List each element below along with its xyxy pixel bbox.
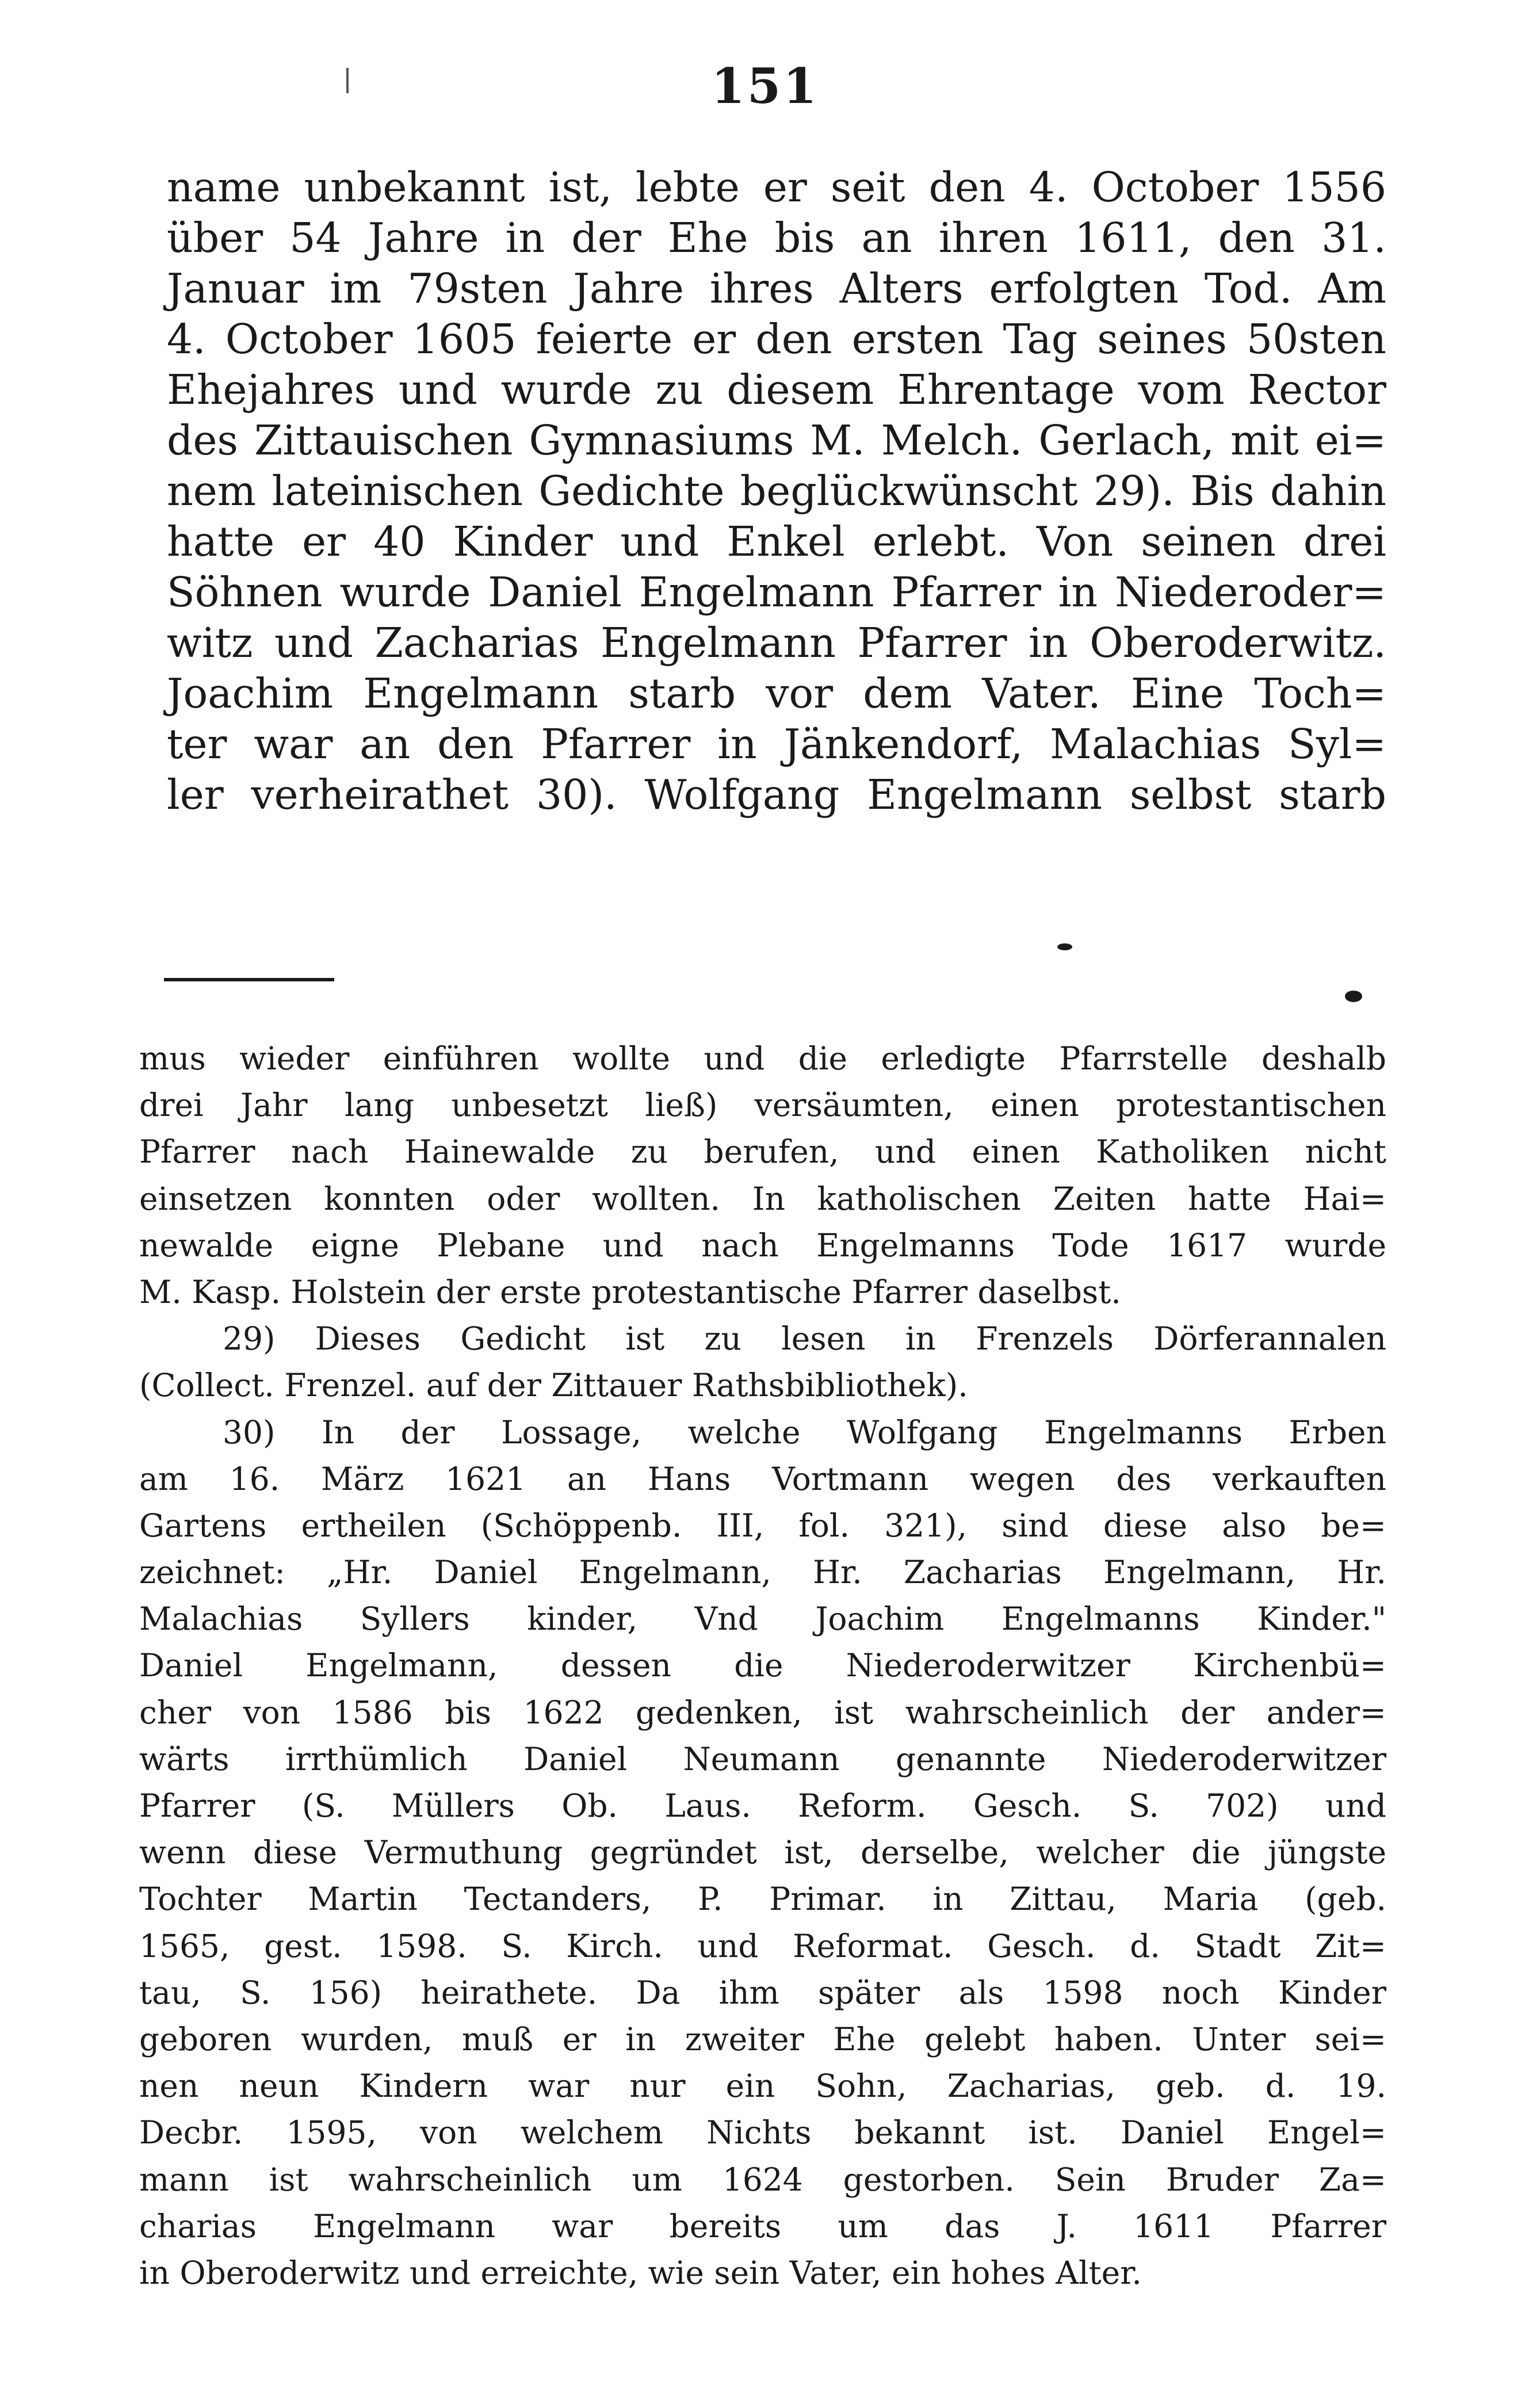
body-line: nem lateinischen Gedichte beglückwünscht 29). Bis dahin bbox=[167, 467, 1386, 515]
body-line: witz und Zacharias Engelmann Pfarrer in Oberoderwitz. bbox=[167, 619, 1386, 667]
footnote-30-line: geboren wurden, muß er in zweiter Ehe gelebt haben. Unter sei= bbox=[139, 2020, 1386, 2058]
footnote-line: drei Jahr lang unbesetzt ließ) versäumten, einen protestantischen bbox=[139, 1087, 1386, 1124]
ink-blot bbox=[1345, 991, 1362, 1002]
body-line: über 54 Jahre in der Ehe bis an ihren 1611, den 31. bbox=[167, 214, 1386, 262]
margin-tick-mark bbox=[346, 68, 349, 93]
footnote-30-line: in Oberoderwitz und erreichte, wie sein Vater, ein hohes Alter. bbox=[139, 2254, 1142, 2291]
footnote-30-line: 30) In der Lossage, welche Wolfgang Engelmanns Erben bbox=[223, 1413, 1386, 1451]
footnote-29-line: 29) Dieses Gedicht ist zu lesen in Frenzels Dörferannalen bbox=[223, 1320, 1386, 1358]
body-line: Ehejahres und wurde zu diesem Ehrentage vom Rector bbox=[167, 366, 1386, 414]
footnote-30-line: mann ist wahrscheinlich um 1624 gestorben. Sein Bruder Za= bbox=[139, 2161, 1386, 2198]
footnote-29-line: (Collect. Frenzel. auf der Zittauer Rathsbibliothek). bbox=[139, 1367, 968, 1404]
footnotes bbox=[139, 1035, 1386, 2296]
footnote-30-line: wärts irrthümlich Daniel Neumann genannte Niederoderwitzer bbox=[139, 1740, 1386, 1778]
footnote-30-line: Daniel Engelmann, dessen die Niederoderwitzer Kirchenbü= bbox=[139, 1647, 1386, 1684]
body-line: des Zittauischen Gymnasiums M. Melch. Gerlach, mit ei= bbox=[167, 416, 1386, 464]
footnote-30-line: wenn diese Vermuthung gegründet ist, derselbe, welcher die jüngste bbox=[139, 1834, 1386, 1871]
footnote-30-line: Decbr. 1595, von welchem Nichts bekannt ist. Daniel Engel= bbox=[139, 2114, 1386, 2151]
body-line: Söhnen wurde Daniel Engelmann Pfarrer in Niederoder= bbox=[167, 568, 1386, 616]
footnote-30-line: tau, S. 156) heirathete. Da ihm später als 1598 noch Kinder bbox=[139, 1974, 1386, 2011]
footnote-30-line: Pfarrer (S. Müllers Ob. Laus. Reform. Gesch. S. 702) und bbox=[139, 1787, 1386, 1824]
footnote-30-line: Tochter Martin Tectanders, P. Primar. in Zittau, Maria (geb. bbox=[139, 1880, 1386, 1918]
page-number: 151 bbox=[711, 58, 819, 114]
footnote-line: newalde eigne Plebane und nach Engelmanns Tode 1617 wurde bbox=[139, 1226, 1386, 1264]
footnote-30-line: nen neun Kindern war nur ein Sohn, Zacharias, geb. d. 19. bbox=[139, 2067, 1386, 2105]
footnote-30-line: am 16. März 1621 an Hans Vortmann wegen des verkauften bbox=[139, 1460, 1386, 1497]
body-line: ler verheirathet 30). Wolfgang Engelmann selbst starb bbox=[167, 771, 1386, 819]
footnote-30-line: cher von 1586 bis 1622 gedenken, ist wahrscheinlich der ander= bbox=[139, 1694, 1386, 1731]
footnote-line: M. Kasp. Holstein der erste protestantische Pfarrer daselbst. bbox=[139, 1273, 1121, 1310]
footnote-line: mus wieder einführen wollte und die erledigte Pfarrstelle deshalb bbox=[139, 1040, 1386, 1077]
body-line: name unbekannt ist, lebte er seit den 4. October 1556 bbox=[167, 163, 1386, 211]
body-line: 4. October 1605 feierte er den ersten Tag seines 50sten bbox=[167, 315, 1386, 363]
body-line: Januar im 79sten Jahre ihres Alters erfolgten Tod. Am bbox=[167, 265, 1386, 312]
footnote-30-line: charias Engelmann war bereits um das J. 1611 Pfarrer bbox=[139, 2207, 1386, 2245]
ink-blot bbox=[1057, 943, 1072, 950]
footnote-rule bbox=[164, 978, 334, 981]
footnote-line: Pfarrer nach Hainewalde zu berufen, und einen Katholiken nicht bbox=[139, 1133, 1386, 1171]
body-line: ter war an den Pfarrer in Jänkendorf, Malachias Syl= bbox=[167, 720, 1386, 768]
footnote-line: einsetzen konnten oder wollten. In katholischen Zeiten hatte Hai= bbox=[139, 1180, 1386, 1217]
footnote-30-line: Malachias Syllers kinder, Vnd Joachim Engelmanns Kinder." bbox=[139, 1600, 1386, 1638]
body-line: hatte er 40 Kinder und Enkel erlebt. Von seinen drei bbox=[167, 518, 1386, 565]
footnote-30-line: 1565, gest. 1598. S. Kirch. und Reformat. Gesch. d. Stadt Zit= bbox=[139, 1927, 1386, 1964]
body-text bbox=[167, 162, 1386, 820]
body-line: Joachim Engelmann starb vor dem Vater. Eine Toch= bbox=[167, 670, 1386, 717]
footnote-30-line: zeichnet: „Hr. Daniel Engelmann, Hr. Zacharias Engelmann, Hr. bbox=[139, 1554, 1386, 1591]
footnote-30-line: Gartens ertheilen (Schöppenb. III, fol. 321), sind diese also be= bbox=[139, 1507, 1386, 1544]
